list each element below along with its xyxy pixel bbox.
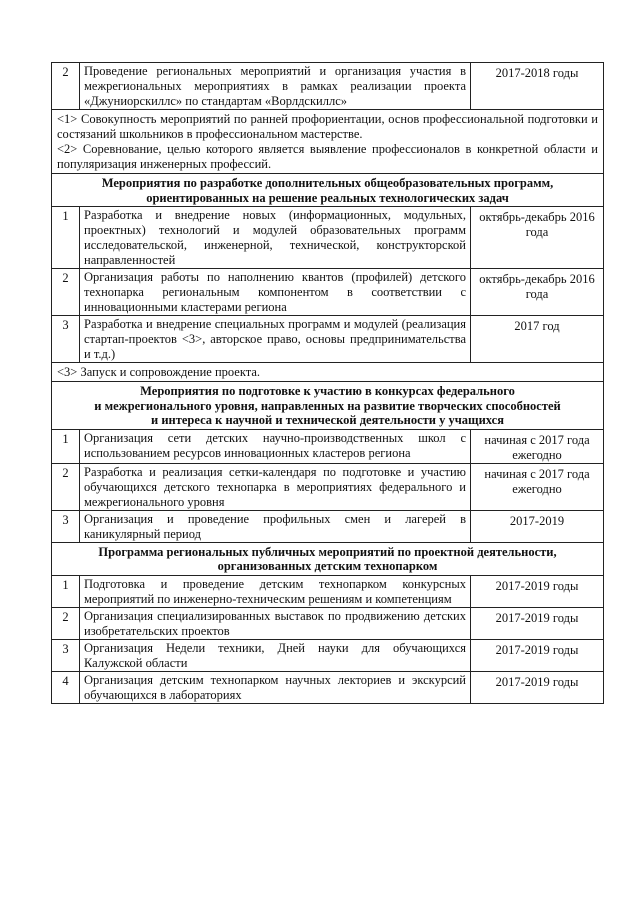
document-page (51, 62, 604, 704)
section-heading (52, 382, 604, 430)
row-number: 1 (52, 575, 80, 607)
footnote-line: <3> Запуск и сопровождение проекта. (57, 365, 261, 379)
table-row (52, 671, 604, 703)
row-number: 1 (52, 429, 80, 463)
table-row (52, 607, 604, 639)
activity-period: начиная с 2017 года ежегодно (471, 463, 604, 510)
table-row (52, 63, 604, 110)
table-row (52, 575, 604, 607)
table-row (52, 269, 604, 316)
activity-period: октябрь-декабрь 2016 года (471, 207, 604, 269)
activity-period: 2017-2019 годы (471, 607, 604, 639)
table-row (52, 316, 604, 363)
section-heading-line: ориентированных на решение реальных технологических задач (146, 190, 509, 205)
section-heading (52, 542, 604, 575)
footnote-row (52, 110, 604, 174)
table-row (52, 207, 604, 269)
row-number: 2 (52, 463, 80, 510)
section-heading (52, 174, 604, 207)
table-row (52, 639, 604, 671)
section-heading-line: Программа региональных публичных мероприятий по проектной деятельности, (98, 544, 557, 559)
activities-table-body (52, 63, 604, 704)
footnote-line: <2> Соревнование, целью которого является выявление профессионалов в конкретной области и популяризация инженерных профессий. (57, 142, 598, 171)
activity-period: 2017-2019 годы (471, 639, 604, 671)
activity-period: 2017-2019 годы (471, 671, 604, 703)
row-number: 2 (52, 607, 80, 639)
row-number: 2 (52, 63, 80, 110)
section-heading-line: и интереса к научной и технической деятельности у учащихся (151, 413, 504, 427)
activity-description: Разработка и внедрение новых (информационных, модульных, проектных) технологий и модулей образовательных программ исследовательской, инженерной, технической, конструкторской направленностей (80, 207, 471, 269)
footnote-row (52, 363, 604, 382)
activity-description: Организация работы по наполнению квантов (профилей) детского технопарка региональным компонентом в соответствии с инновационными кластерами региона (80, 269, 471, 316)
row-number: 3 (52, 510, 80, 542)
activity-description: Организация Недели техники, Дней науки для обучающихся Калужской области (80, 639, 471, 671)
section-heading-line: организованных детским технопарком (217, 559, 438, 573)
activity-description: Подготовка и проведение детским технопарком конкурсных мероприятий по инженерно-техническим решениям и компетенциям (80, 575, 471, 607)
activity-description: Организация детским технопарком научных лекториев и экскурсий обучающихся в лабораториях (80, 671, 471, 703)
row-number: 4 (52, 671, 80, 703)
activity-description: Организация сети детских научно-производственных школ с использованием ресурсов инновационных кластеров региона (80, 429, 471, 463)
section-heading-line: Мероприятия по подготовке к участию в конкурсах федерального (140, 384, 515, 398)
activity-period: 2017-2019 (471, 510, 604, 542)
footnote (52, 110, 604, 174)
table-row (52, 510, 604, 542)
footnote-line: <1> Совокупность мероприятий по ранней профориентации, основ профессиональной подготовки и состязаний школьников в профессиональном мастерстве. (57, 112, 598, 141)
activity-period: 2017-2018 годы (471, 63, 604, 110)
activity-description: Организация специализированных выставок по продвижению детских изобретательских проектов (80, 607, 471, 639)
activity-period: начиная с 2017 года ежегодно (471, 429, 604, 463)
row-number: 2 (52, 269, 80, 316)
activity-period: октябрь-декабрь 2016 года (471, 269, 604, 316)
activity-period: 2017-2019 годы (471, 575, 604, 607)
activity-description: Проведение региональных мероприятий и организация участия в межрегиональных мероприятиях в рамках реализации проекта «Джуниорскиллс» по стандартам «Ворлдскиллс» (80, 63, 471, 110)
section-heading-line: Мероприятия по разработке дополнительных общеобразовательных программ, (101, 176, 554, 190)
activity-description: Разработка и внедрение специальных программ и модулей (реализация стартап-проектов <3>, авторское право, основы предпринимательства и т.д.) (80, 316, 471, 363)
section-heading-row (52, 542, 604, 575)
section-heading-row (52, 174, 604, 207)
section-heading-row (52, 382, 604, 430)
row-number: 3 (52, 316, 80, 363)
row-number: 1 (52, 207, 80, 269)
activities-table (51, 62, 604, 704)
section-heading-line: и межрегионального уровня, направленных на развитие творческих способностей (94, 398, 561, 413)
table-row (52, 463, 604, 510)
footnote (52, 363, 604, 382)
row-number: 3 (52, 639, 80, 671)
activity-description: Разработка и реализация сетки-календаря по подготовке и участию обучающихся детского технопарка в мероприятиях федерального и межрегионального уровня (80, 463, 471, 510)
table-row (52, 429, 604, 463)
activity-period: 2017 год (471, 316, 604, 363)
activity-description: Организация и проведение профильных смен и лагерей в каникулярный период (80, 510, 471, 542)
